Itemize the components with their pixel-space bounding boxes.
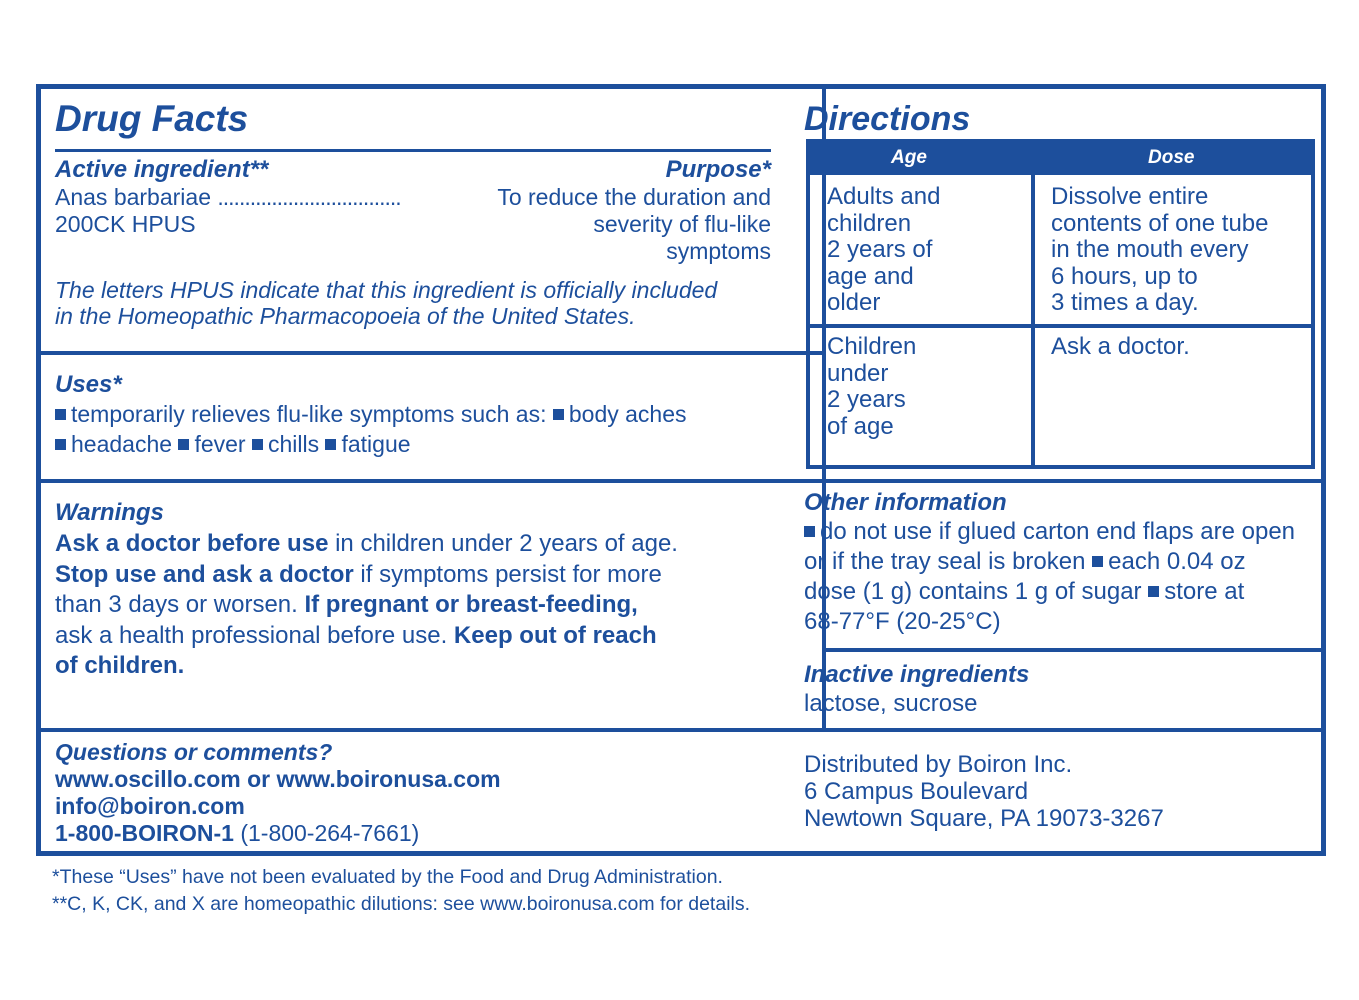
hpus-note-line-2: in the Homeopathic Pharmacopoeia of the United States.: [55, 303, 636, 329]
drug-facts-panel: [36, 84, 1326, 856]
warning-bold: Ask a doctor before use: [55, 530, 329, 557]
bullet-square: [553, 409, 564, 420]
dose-column-header: Dose: [1148, 147, 1195, 168]
title-rule: [55, 149, 771, 152]
purpose-line-1: To reduce the duration and: [497, 184, 771, 210]
use-item: fever: [194, 431, 246, 457]
age-column-header: Age: [891, 147, 927, 168]
divider-other-inactive: [826, 648, 1321, 652]
bullet-square: [1092, 556, 1103, 567]
footnote-dilutions: **C, K, CK, and X are homeopathic dilutions: see www.boironusa.com for details.: [52, 893, 751, 915]
inactive-ingredients-heading: Inactive ingredients: [804, 661, 1030, 688]
row2-dose-cell: Ask a doctor.: [1051, 333, 1190, 360]
footnote-uses: *These “Uses” have not been evaluated by the Food and Drug Administration.: [52, 866, 723, 888]
warning-text: if symptoms persist for more: [353, 560, 662, 588]
directions-heading: Directions: [804, 100, 971, 138]
distributor-name: Distributed by Boiron Inc.: [804, 751, 1073, 778]
bullet-square: [178, 439, 189, 450]
other-information-section: Other information do not use if glued carton end flaps are open or if the tray seal is broken each 0.04 oz dose (1 g) contains 1 g of sugar store at 68-77°F (20-25°C): [804, 489, 1316, 637]
inactive-ingredients-section: [804, 661, 1029, 719]
use-item: body aches: [568, 401, 687, 427]
directions-table-header: [810, 143, 1311, 175]
warning-bold: If pregnant or breast-feeding,: [304, 591, 638, 618]
phone-number: (1-800-264-7661): [233, 820, 420, 846]
row1-dose-cell: Dissolve entire contents of one tube in the mouth every 6 hours, up to 3 times a day.: [1051, 183, 1269, 316]
warning-bold: of children.: [55, 652, 185, 679]
drug-facts-title: Drug Facts: [55, 98, 249, 139]
warning-text: than 3 days or worsen.: [55, 591, 305, 618]
uses-heading: Uses*: [55, 371, 122, 398]
ingredient-potency: 200CK HPUS: [55, 211, 196, 237]
active-ingredient-heading: Active ingredient**: [55, 156, 269, 183]
phone-word: 1-800-BOIRON-1: [55, 820, 234, 846]
row1-age-cell: Adults and children 2 years of age and older: [827, 183, 941, 316]
bullet-square: [325, 439, 336, 450]
directions-table: [806, 139, 1315, 469]
use-item: temporarily relieves flu-like symptoms such as:: [71, 401, 547, 427]
warnings-heading: Warnings: [55, 499, 164, 526]
leader-dots: ..................................: [217, 184, 401, 210]
bullet-square: [804, 526, 815, 537]
website-links: www.oscillo.com or www.boironusa.com: [55, 766, 501, 792]
purpose-line-2: severity of flu-like: [593, 211, 771, 237]
use-item: headache: [71, 431, 173, 457]
warning-text: ask a health professional before use.: [55, 621, 454, 649]
warning-bold: Keep out of reach: [453, 621, 657, 649]
use-item: fatigue: [341, 431, 411, 457]
distributor-city: Newtown Square, PA 19073-3267: [804, 805, 1164, 832]
hpus-note-line-1: The letters HPUS indicate that this ingredient is officially included: [55, 277, 718, 303]
footnotes: [52, 864, 750, 918]
questions-section: [55, 739, 501, 847]
distributor-street: 6 Campus Boulevard: [804, 778, 1029, 805]
inactive-ingredients-list: lactose, sucrose: [804, 690, 978, 717]
divider-uses-warnings: [41, 479, 1321, 483]
uses-section: [55, 371, 795, 459]
ingredient-name: Anas barbariae: [55, 184, 211, 210]
bullet-square: [1148, 586, 1159, 597]
questions-heading: Questions or comments?: [55, 739, 333, 765]
row2-age-cell: Children under 2 years of age: [827, 333, 917, 440]
warning-text: in children under 2 years of age.: [328, 530, 678, 557]
active-ingredient-section: [55, 99, 771, 329]
bullet-square: [252, 439, 263, 450]
purpose-line-3: symptoms: [666, 238, 771, 264]
use-item: chills: [267, 431, 320, 457]
purpose-heading: Purpose*: [665, 156, 771, 183]
table-row-divider: [810, 324, 1311, 328]
bullet-square: [55, 439, 66, 450]
distributor-section: [804, 751, 1164, 832]
other-information-heading: Other information: [804, 489, 1007, 516]
bullet-square: [55, 409, 66, 420]
divider-active-uses: [41, 351, 822, 355]
warning-bold: Stop use and ask a doctor: [55, 560, 354, 588]
table-column-divider: [1031, 175, 1035, 465]
email-address: info@boiron.com: [55, 793, 245, 819]
warnings-section: [55, 499, 795, 682]
divider-warnings-questions: [41, 728, 1321, 732]
